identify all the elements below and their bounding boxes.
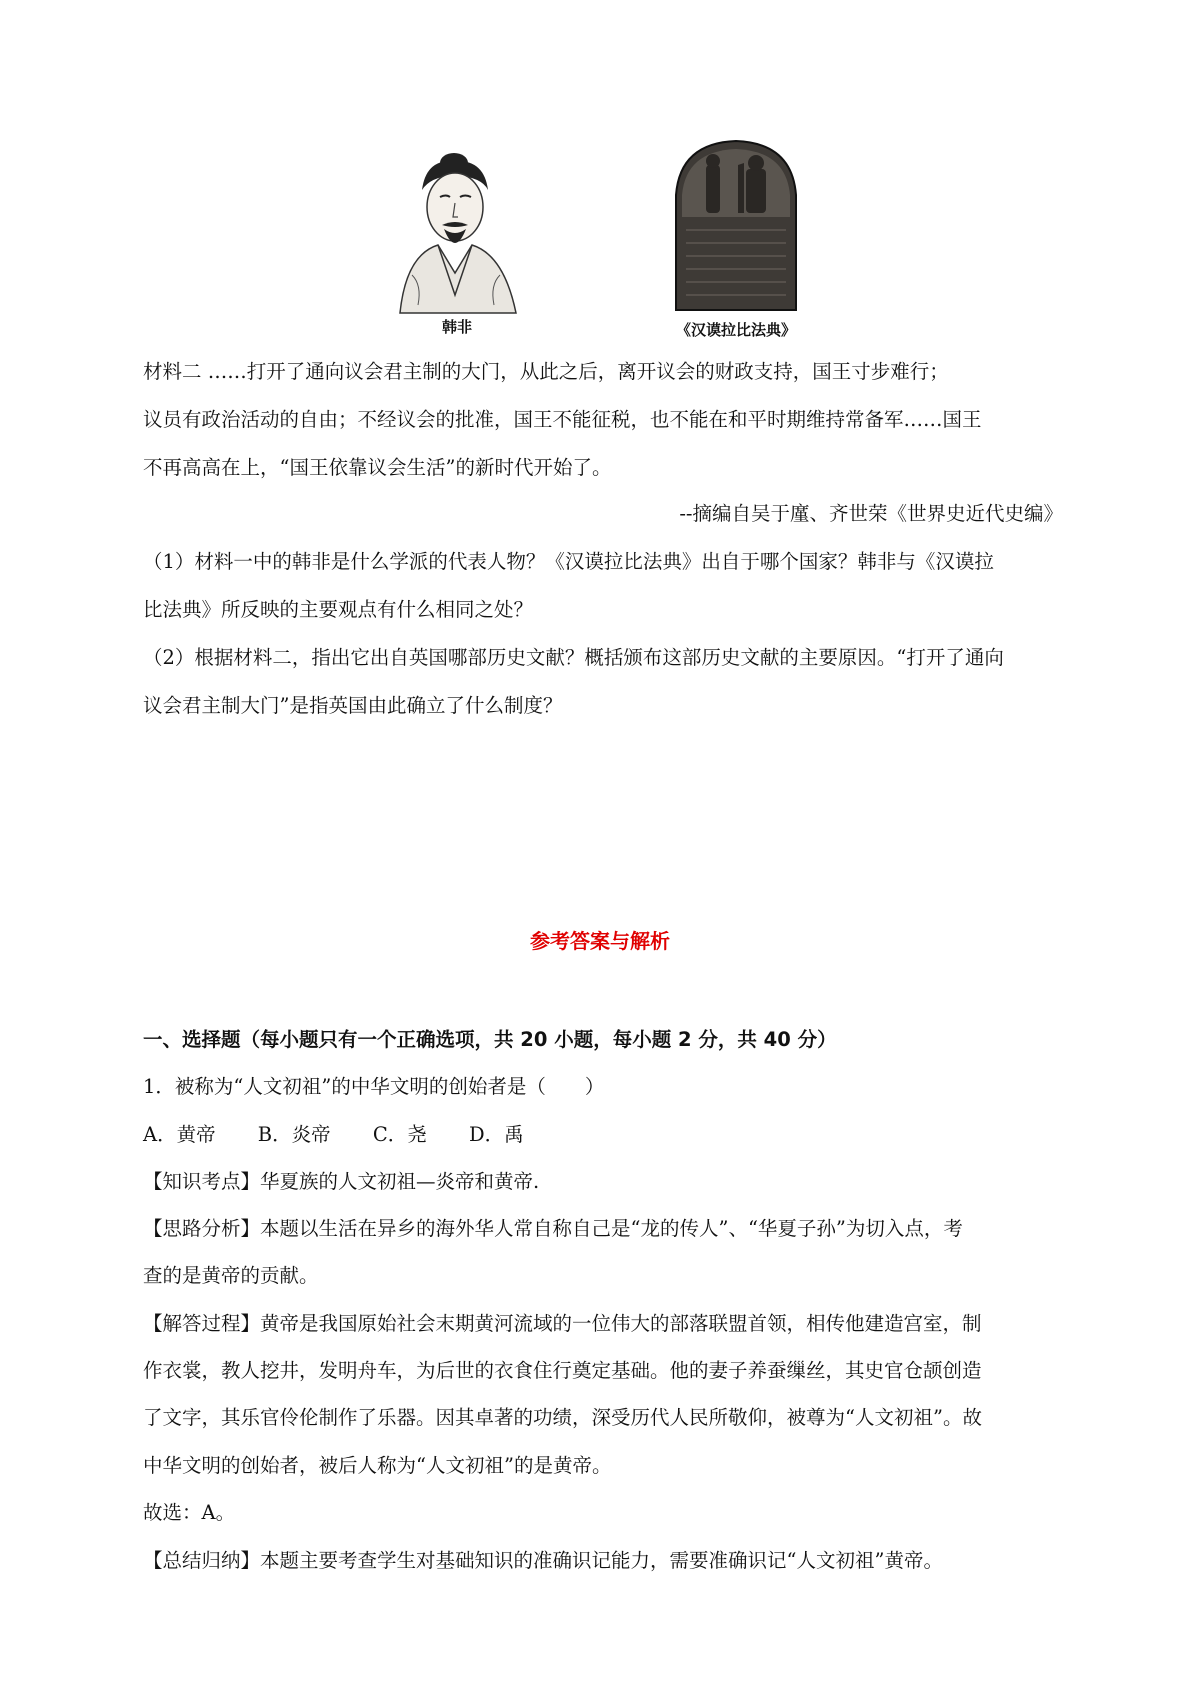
- question-2-line: （2）根据材料二，指出它出自英国哪部历史文献？概括颁布这部历史文献的主要原因。“打开了通向: [143, 646, 1004, 669]
- option-c: C．尧: [372, 1123, 427, 1146]
- han-fei-caption: 韩非: [441, 318, 472, 336]
- han-fei-portrait: [392, 145, 522, 337]
- analysis-line: 【思路分析】本题以生活在异乡的海外华人常自称自己是“龙的传人”、“华夏子孙”为切入点，考: [143, 1217, 963, 1240]
- material2-line: 议员有政治活动的自由；不经议会的批准，国王不能征税，也不能在和平时期维持常备军……国王: [143, 408, 982, 431]
- answer-choice: 故选：A。: [143, 1501, 236, 1524]
- solution-line: 了文字，其乐官伶伦制作了乐器。因其卓著的功绩，深受历代人民所敬仰，被尊为“人文初祖”。故: [143, 1406, 982, 1429]
- han-fei-illustration: [392, 145, 522, 315]
- solution-line: 中华文明的创始者，被后人称为“人文初祖”的是黄帝。: [143, 1454, 612, 1477]
- question-1-line: （1）材料一中的韩非是什么学派的代表人物？《汉谟拉比法典》出自于哪个国家？韩非与《汉谟拉: [143, 550, 994, 573]
- hammurabi-code-stele: [666, 135, 806, 340]
- knowledge-point: 【知识考点】华夏族的人文初祖—炎帝和黄帝.: [143, 1170, 540, 1193]
- item1-question: 1．被称为“人文初祖”的中华文明的创始者是（ ）: [143, 1075, 605, 1098]
- summary: 【总结归纳】本题主要考查学生对基础知识的准确识记能力，需要准确识记“人文初祖”黄帝。: [143, 1549, 943, 1572]
- answer-section-title: 参考答案与解析: [530, 929, 670, 953]
- item1-options: [143, 1125, 1063, 1145]
- hammurabi-caption: 《汉谟拉比法典》: [675, 321, 796, 339]
- material2-line: 材料二 ……打开了通向议会君主制的大门，从此之后，离开议会的财政支持，国王寸步难行；: [143, 360, 949, 383]
- solution-line: 【解答过程】黄帝是我国原始社会末期黄河流域的一位伟大的部落联盟首领，相传他建造宫室，制: [143, 1312, 982, 1335]
- option-d: D．禹: [468, 1123, 524, 1146]
- option-b: B．炎帝: [257, 1123, 331, 1146]
- question-1-line: 比法典》所反映的主要观点有什么相同之处？: [143, 598, 534, 621]
- analysis-line: 查的是黄帝的贡献。: [143, 1264, 319, 1287]
- question-2-line: 议会君主制大门”是指英国由此确立了什么制度？: [143, 694, 563, 717]
- material2-line: 不再高高在上，“国王依靠议会生活”的新时代开始了。: [143, 456, 612, 479]
- section-heading: 一、选择题（每小题只有一个正确选项，共 20 小题，每小题 2 分，共 40 分）: [143, 1028, 837, 1051]
- solution-line: 作衣裳，教人挖井，发明舟车，为后世的衣食住行奠定基础。他的妻子养蚕缫丝，其史官仓颉创造: [143, 1359, 982, 1382]
- stele-illustration: [666, 135, 806, 313]
- option-a: A．黄帝: [143, 1123, 216, 1146]
- figures-row: [0, 135, 1200, 345]
- material2-source: --摘编自吴于廑、齐世荣《世界史近代史编》: [679, 502, 1063, 525]
